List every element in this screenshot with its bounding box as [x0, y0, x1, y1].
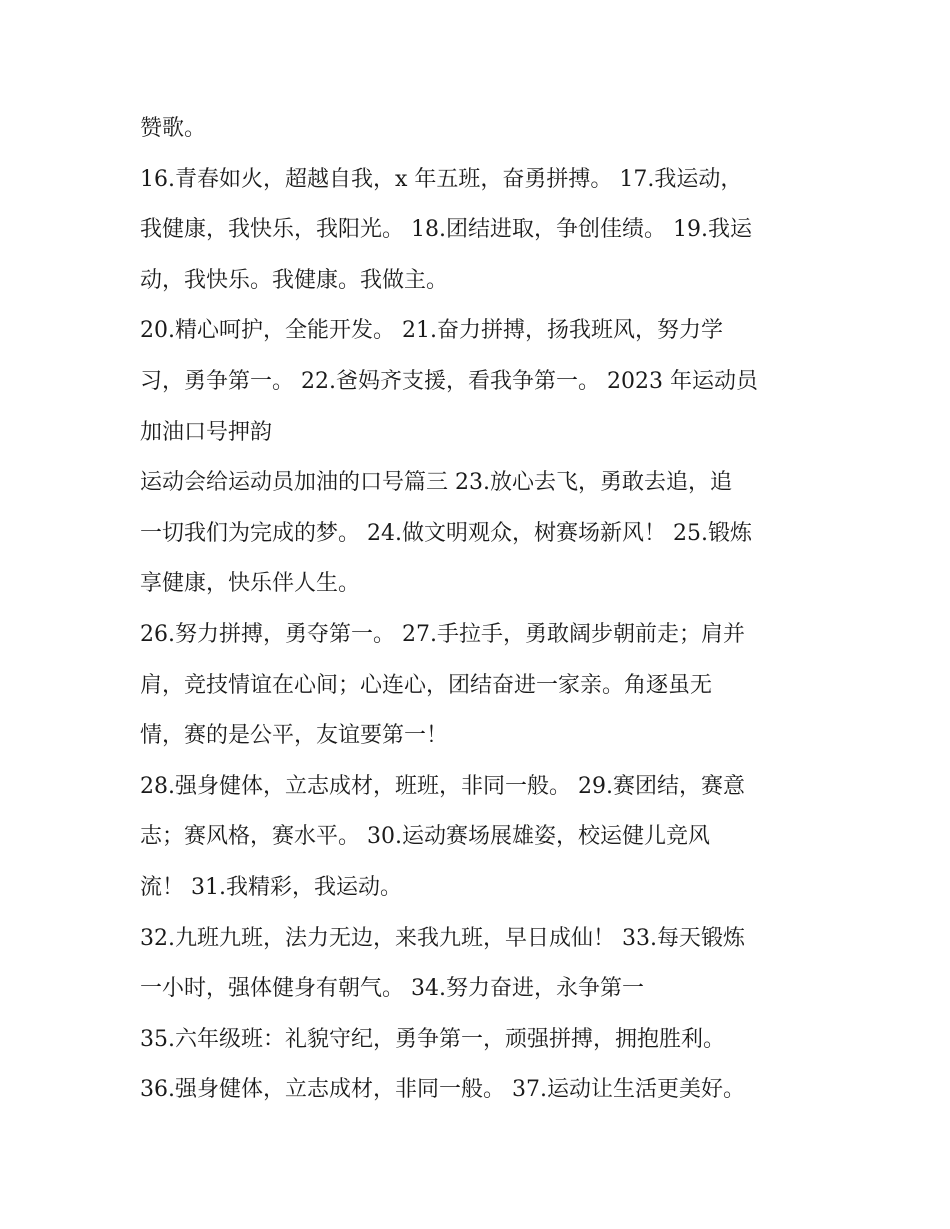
- text-line: 赞歌。: [140, 116, 207, 141]
- text-line: 35.六年级班：礼貌守纪，勇争第一，顽强拼搏，拥抱胜利。: [140, 1026, 725, 1052]
- text-line: 20.精心呵护，全能开发。 21.奋力拼搏，扬我班风，努力学: [140, 318, 723, 344]
- text-line: 16.青春如火，超越自我，x 年五班，奋勇拼搏。 17.我运动，: [140, 166, 743, 192]
- text-line: 情，赛的是公平，友谊要第一！: [140, 723, 449, 749]
- text-line: 习，勇争第一。 22.爸妈齐支援，看我争第一。 2023 年运动员: [140, 368, 758, 394]
- text-line: 加油口号押韵: [140, 419, 273, 445]
- text-line: 志；赛风格，赛水平。 30.运动赛场展雄姿，校运健儿竞风: [140, 824, 710, 850]
- text-line: 我健康，我快乐，我阳光。 18.团结进取，争创佳绩。 19.我运: [140, 217, 752, 243]
- text-line: 32.九班九班，法力无边，来我九班，早日成仙！ 33.每天锻炼: [140, 925, 745, 951]
- document-body: [140, 104, 820, 1116]
- text-line: 28.强身健体，立志成材，班班，非同一般。 29.赛团结，赛意: [140, 773, 745, 799]
- text-line: 动，我快乐。我健康。我做主。: [140, 267, 449, 293]
- text-line: 36.强身健体，立志成材，非同一般。 37.运动让生活更美好。: [140, 1077, 745, 1103]
- text-line: 肩，竞技情谊在心间；心连心，团结奋进一家亲。角逐虽无: [140, 672, 713, 698]
- text-line: 一切我们为完成的梦。 24.做文明观众，树赛场新风！ 25.锻炼: [140, 520, 752, 546]
- text-line: 26.努力拼搏，勇夺第一。 27.手拉手，勇敢阔步朝前走；肩并: [140, 621, 745, 647]
- text-line: 一小时，强体健身有朝气。 34.努力奋进，永争第一: [140, 976, 644, 1002]
- text-line: 运动会给运动员加油的口号篇三 23.放心去飞，勇敢去追，追: [140, 470, 732, 496]
- text-line: 流！ 31.我精彩，我运动。: [140, 874, 402, 900]
- text-line: 享健康，快乐伴人生。: [140, 571, 361, 597]
